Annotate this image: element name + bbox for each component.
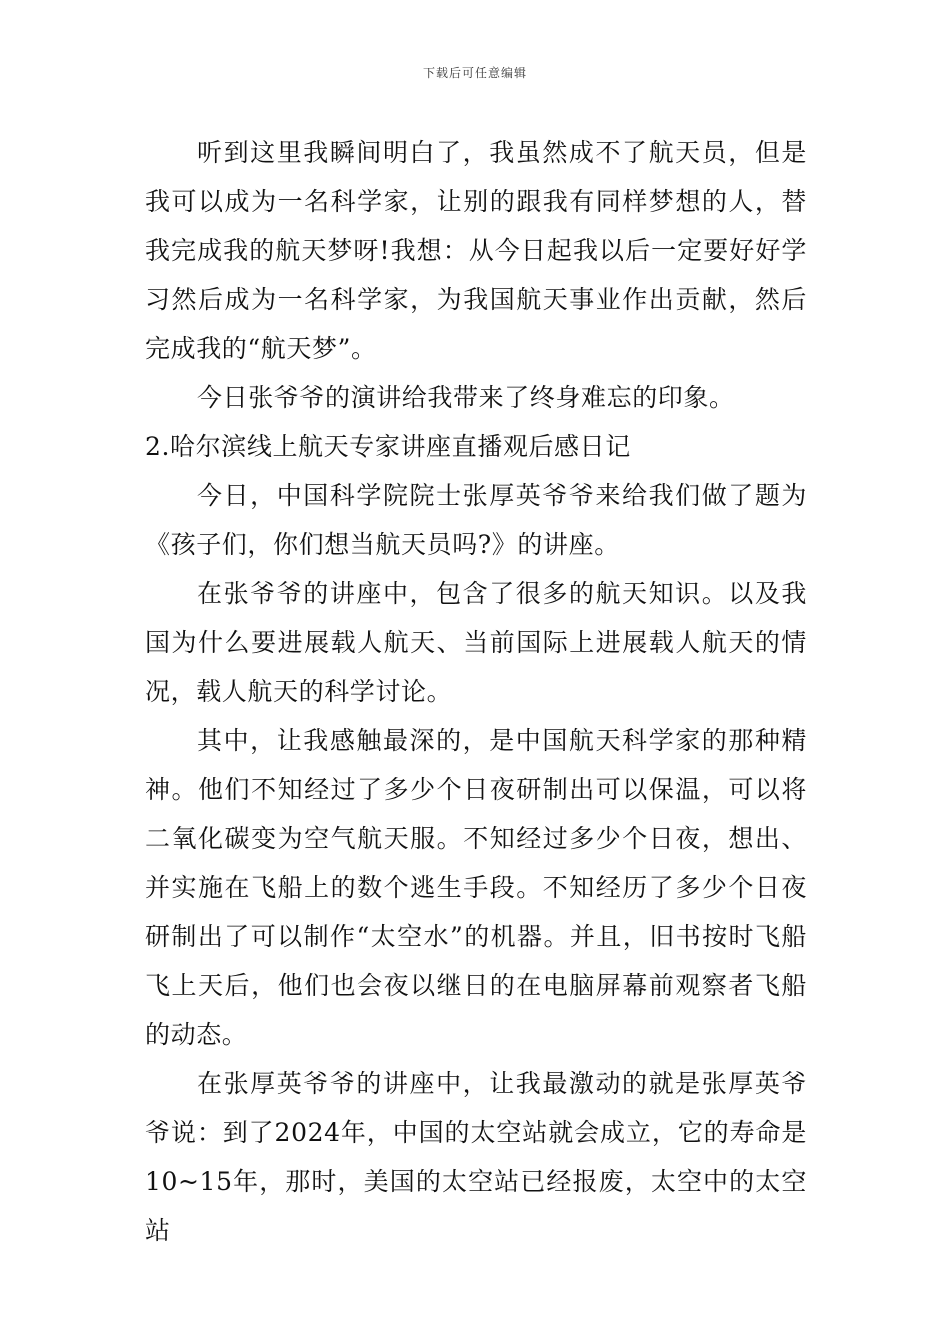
paragraph: 听到这里我瞬间明白了，我虽然成不了航天员，但是我可以成为一名科学家，让别的跟我有同样梦想的人，替我完成我的航天梦呀!我想：从今日起我以后一定要好好学习然后成为一名科学家，为我国航天事业作出贡献，然后完成我的“航天梦”。 <box>145 138 807 363</box>
paragraph: 今日张爷爷的演讲给我带来了终身难忘的印象。 <box>197 383 735 412</box>
paragraph: 在张厚英爷爷的讲座中，让我最激动的就是张厚英爷爷说：到了2024年，中国的太空站就会成立，它的寿命是10~15年，那时，美国的太空站已经报废，太空中的太空站 <box>145 1069 807 1245</box>
paragraph: 其中，让我感触最深的，是中国航天科学家的那种精神。他们不知经过了多少个日夜研制出可以保温，可以将二氧化碳变为空气航天服。不知经过多少个日夜，想出、并实施在飞船上的数个逃生手段。不知经历了多少个日夜研制出了可以制作“太空水”的机器。并且，旧书按时飞船飞上天后，他们也会夜以继日的在电脑屏幕前观察者飞船的动态。 <box>145 726 807 1049</box>
page-header: 下载后可任意编辑 <box>422 66 527 80</box>
section-heading: 2.哈尔滨线上航天专家讲座直播观后感日记 <box>145 432 631 461</box>
paragraph: 在张爷爷的讲座中，包含了很多的航天知识。以及我国为什么要进展载人航天、当前国际上进展载人航天的情况，载人航天的科学讨论。 <box>145 579 807 706</box>
document-body <box>145 128 807 1255</box>
paragraph: 今日，中国科学院院士张厚英爷爷来给我们做了题为《孩子们，你们想当航天员吗?》的讲座。 <box>145 481 807 559</box>
